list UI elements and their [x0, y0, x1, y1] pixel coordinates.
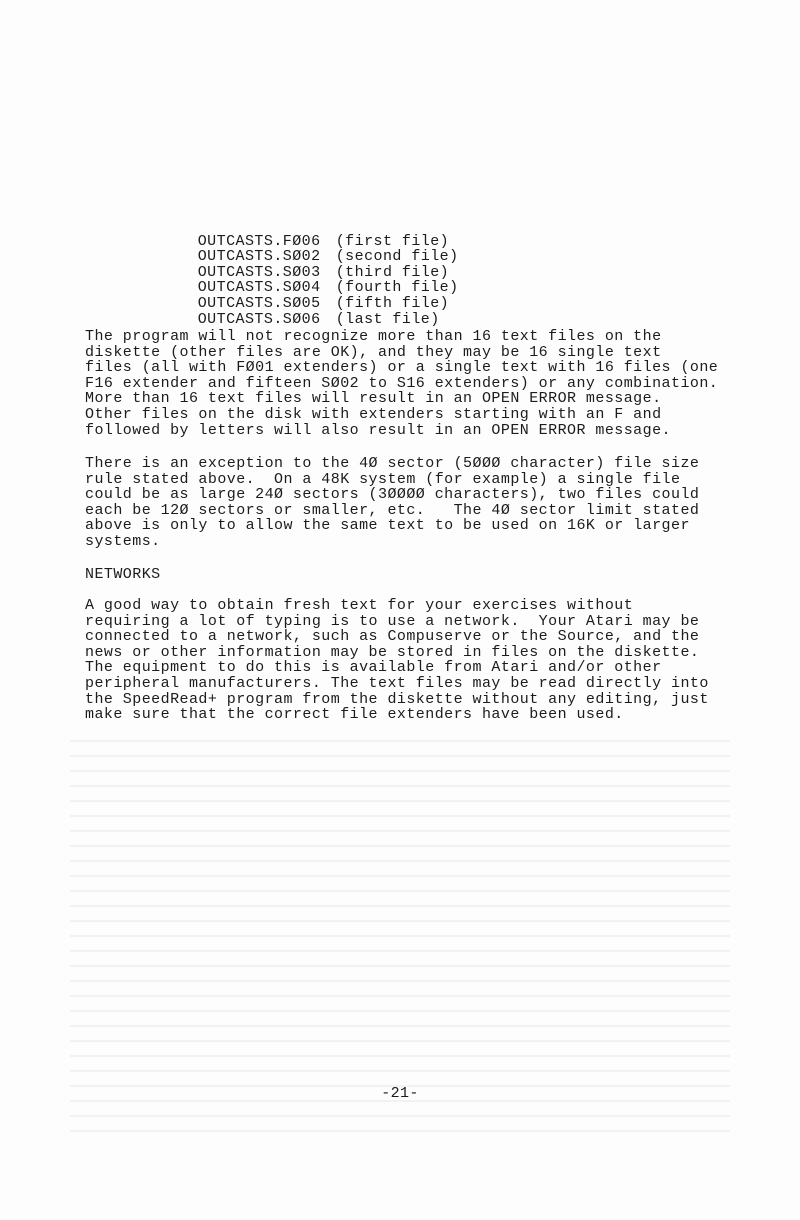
file-description: (last file): [335, 310, 440, 328]
paragraph-size-exception: [85, 456, 699, 550]
page-number: -21-: [381, 1085, 419, 1102]
file-name: OUTCASTS.SØ04: [197, 279, 321, 297]
text-line: peripheral manufacturers. The text files may be read directly into: [85, 674, 709, 692]
text-line: followed by letters will also result in an OPEN ERROR message.: [85, 421, 671, 439]
text-line: rule stated above. On a 48K system (for example) a single file: [85, 470, 681, 488]
file-description: (third file): [335, 263, 450, 281]
text-line: F16 extender and fifteen SØ02 to S16 extenders) or any combination.: [85, 374, 719, 392]
text-line: systems.: [85, 532, 161, 550]
text-line: The equipment to do this is available from Atari and/or other: [85, 659, 662, 677]
file-description: (fifth file): [335, 294, 450, 312]
text-line: files (all with FØ01 extenders) or a single text with 16 files (one: [85, 359, 719, 377]
file-name: OUTCASTS.SØ06: [197, 310, 321, 328]
text-line: Other files on the disk with extenders starting with an F and: [85, 405, 662, 423]
file-description: (second file): [335, 248, 459, 266]
text-line: the SpeedRead+ program from the diskette without any editing, just: [85, 690, 709, 708]
text-line: The program will not recognize more than 16 text files on the: [85, 328, 662, 345]
text-line: More than 16 text files will result in an OPEN ERROR message.: [85, 390, 662, 408]
text-line: A good way to obtain fresh text for your exercises without: [85, 597, 634, 614]
bleed-through-texture: [70, 740, 730, 1140]
text-line: could be as large 24Ø sectors (3ØØØØ characters), two files could: [85, 486, 700, 504]
file-list: [141, 218, 459, 328]
file-name: OUTCASTS.SØ05: [197, 294, 321, 312]
text-line: diskette (other files are OK), and they may be 16 single text: [85, 343, 662, 361]
file-description: (fourth file): [335, 279, 459, 297]
paragraph-file-limits: [85, 329, 718, 438]
file-name: OUTCASTS.SØ03: [197, 263, 321, 281]
text-line: requiring a lot of typing is to use a network. Your Atari may be: [85, 612, 700, 630]
text-line: above is only to allow the same text to be used on 16K or larger: [85, 517, 690, 535]
text-line: each be 12Ø sectors or smaller, etc. The 4Ø sector limit stated: [85, 501, 700, 519]
file-list-item: [141, 218, 459, 250]
file-name: OUTCASTS.FØ06: [197, 232, 321, 250]
text-line: news or other information may be stored in files on the diskette.: [85, 643, 700, 661]
text-line: connected to a network, such as Compuserve or the Source, and the: [85, 628, 700, 646]
section-heading: NETWORKS: [85, 566, 161, 583]
text-line: There is an exception to the 4Ø sector (5ØØØ character) file size: [85, 455, 700, 472]
text-line: make sure that the correct file extenders have been used.: [85, 706, 624, 724]
file-name: OUTCASTS.SØ02: [197, 248, 321, 266]
paragraph-networks: [85, 598, 709, 723]
file-description: (first file): [335, 232, 450, 250]
